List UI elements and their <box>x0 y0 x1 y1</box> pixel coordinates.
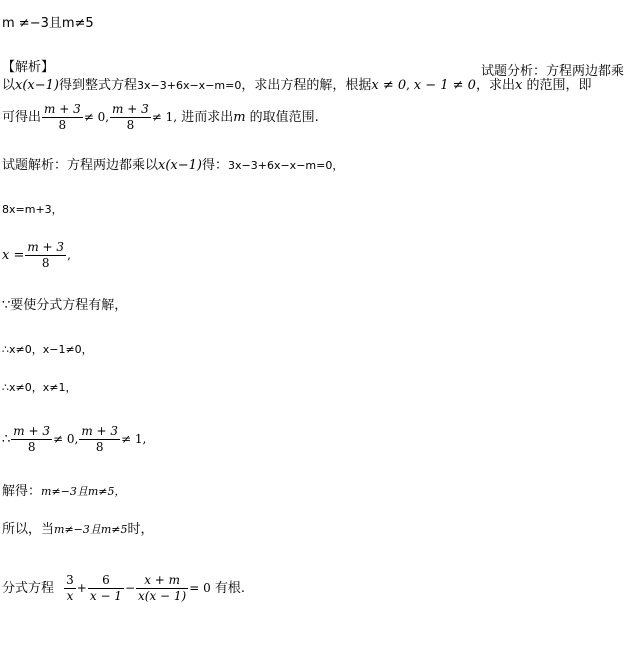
text: 的取值范围. <box>245 110 319 125</box>
equals-zero: = 0 <box>189 581 211 595</box>
step-8x: 8x=m+3， <box>2 203 63 216</box>
numerator: m + 3 <box>44 102 81 116</box>
denominator: 8 <box>41 256 50 270</box>
text: 得到整式方程 <box>59 78 138 93</box>
denominator: 8 <box>126 118 135 132</box>
answer-line: m ≠−3且m≠5 <box>2 16 94 31</box>
denominator: 8 <box>95 440 104 454</box>
text: 的范围，即 <box>522 78 592 93</box>
comma: , <box>67 248 71 262</box>
numerator: 3 <box>66 573 74 587</box>
condition: x ≠ 0 <box>371 78 407 93</box>
fraction <box>79 424 120 455</box>
condition: m≠−3且m≠5 <box>54 523 128 536</box>
fraction <box>25 240 66 271</box>
numerator: m + 3 <box>81 424 119 438</box>
denominator: 8 <box>58 118 67 132</box>
text: ，求出方程的解，根据 <box>241 78 372 93</box>
denominator: x <box>66 589 74 603</box>
x-solution <box>2 236 71 275</box>
text: 进而求出 <box>177 110 234 125</box>
analysis-line-3 <box>2 98 319 137</box>
therefore-line-2: ∴x≠0，x≠1， <box>2 381 77 394</box>
numerator: x + m <box>136 573 188 589</box>
fraction <box>88 573 124 604</box>
neq-one: ≠ 1, <box>151 110 178 124</box>
plus: + <box>76 581 87 595</box>
text: 解得： <box>2 484 42 499</box>
because-line: ∵要使分式方程有解， <box>2 298 128 313</box>
fraction <box>11 424 52 455</box>
numerator: m + 3 <box>27 240 65 254</box>
analysis-intro: 试题分析：方程两边都乘 <box>480 64 624 79</box>
comma: , <box>406 78 414 92</box>
equation: 3x−3+6x−x−m=0 <box>137 79 242 92</box>
neq-one: ≠ 1, <box>121 432 147 446</box>
math-expr: x(x−1) <box>158 158 202 173</box>
variable: x <box>514 78 523 93</box>
fraction <box>64 573 76 604</box>
final-line <box>2 568 245 609</box>
text: 分式方程 <box>2 581 55 596</box>
therefore-line-1: ∴x≠0，x−1≠0， <box>2 343 93 356</box>
numerator: m + 3 <box>112 102 149 116</box>
fraction <box>136 573 188 604</box>
analysis-line-2 <box>2 77 591 94</box>
equation: 3x−3+6x−x−m=0， <box>228 159 344 172</box>
denominator: x(x − 1) <box>138 589 187 603</box>
fraction <box>42 102 83 133</box>
text: ，求出 <box>475 78 515 93</box>
text: 得： <box>202 158 229 173</box>
text: 以 <box>2 78 16 93</box>
denominator: 8 <box>27 440 36 454</box>
fraction <box>110 102 151 133</box>
math-expr: m≠−3且m≠5， <box>41 485 126 498</box>
so-line <box>2 522 154 538</box>
math-expr: x(x−1) <box>15 78 59 93</box>
text: 可得出 <box>2 110 42 125</box>
text: 时， <box>127 522 154 537</box>
analysis-header: 【解析】 <box>2 60 55 75</box>
variable: m <box>233 110 246 125</box>
x-equals: x = <box>2 248 25 263</box>
therefore-symbol: ∴ <box>2 432 11 447</box>
numerator: 6 <box>88 573 124 589</box>
neq-zero: ≠ 0, <box>83 110 110 124</box>
therefore-line-3 <box>2 420 146 459</box>
text: 所以，当 <box>2 522 55 537</box>
minus: − <box>124 581 136 595</box>
solve-line <box>2 484 126 500</box>
numerator: m + 3 <box>13 424 50 438</box>
condition: x − 1 ≠ 0 <box>413 78 476 93</box>
text: 试题解析：方程两边都乘以 <box>2 158 159 173</box>
text: 有根. <box>210 581 246 596</box>
neq-zero: ≠ 0, <box>52 432 79 446</box>
denominator: x − 1 <box>89 589 122 603</box>
solution-line <box>2 158 343 174</box>
